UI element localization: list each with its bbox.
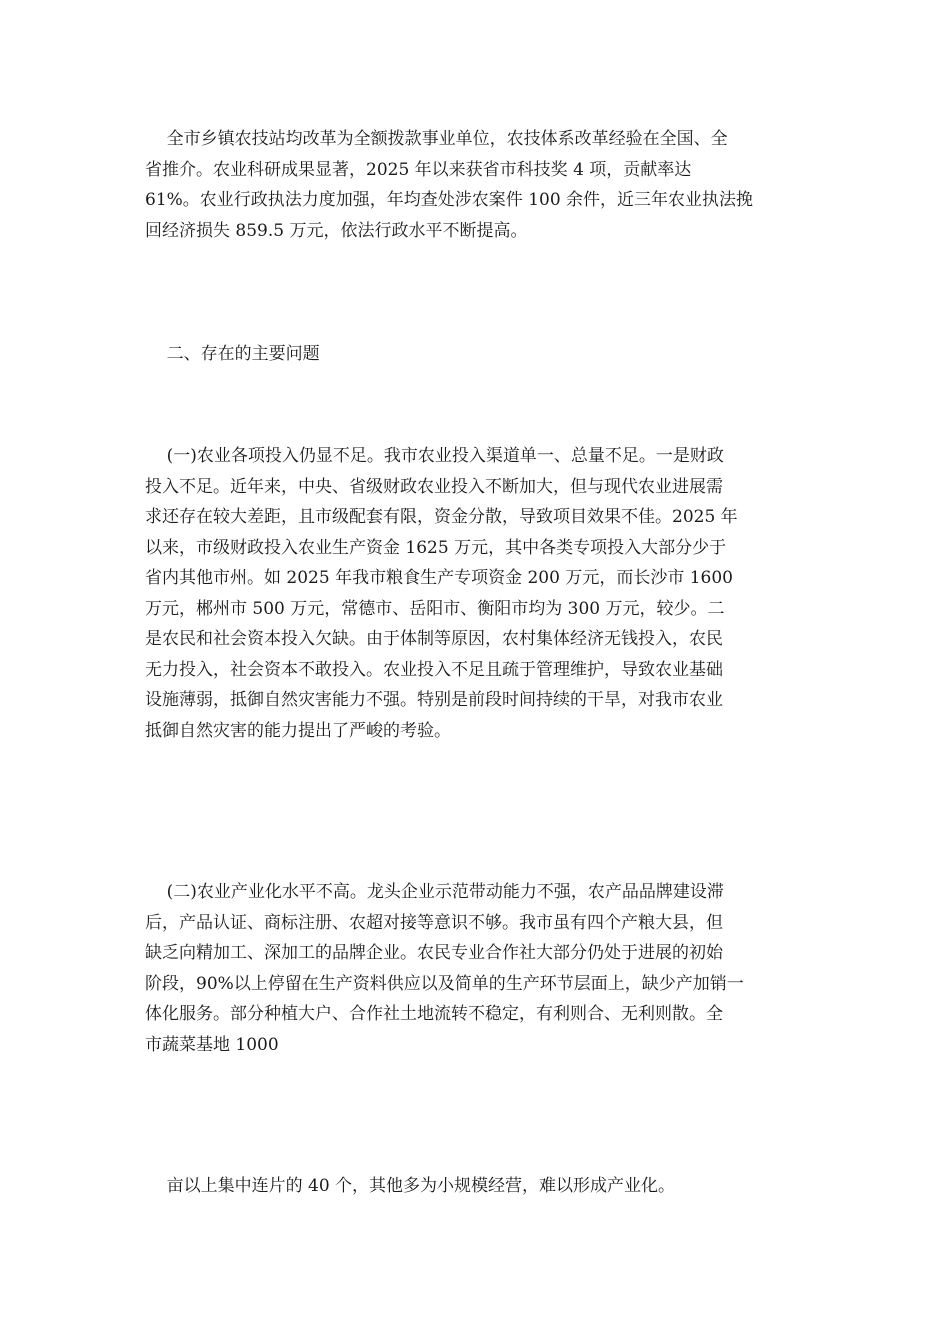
text-line: 省推介。农业科研成果显著，2025 年以来获省市科技奖 4 项，贡献率达 bbox=[145, 159, 692, 180]
text-line: 以来，市级财政投入农业生产资金 1625 万元，其中各类专项投入大部分少于 bbox=[145, 537, 727, 558]
text-line: 万元，郴州市 500 万元，常德市、岳阳市、衡阳市均为 300 万元，较少。二 bbox=[145, 598, 725, 619]
text-line: 缺乏向精加工、深加工的品牌企业。农民专业合作社大部分仍处于进展的初始 bbox=[145, 943, 723, 963]
paragraph-investment-insufficient bbox=[145, 441, 807, 746]
text-line: 61%。农业行政执法力度加强，年均查处涉农案件 100 余件，近三年农业执法挽 bbox=[145, 190, 754, 210]
text-line: 全市乡镇农技站均改革为全额拨款事业单位，农技体系改革经验在全国、全 bbox=[145, 129, 728, 149]
text-line: 设施薄弱，抵御自然灾害能力不强。特别是前段时间持续的干旱，对我市农业 bbox=[145, 690, 723, 710]
paragraph-vegetable-base-continued bbox=[145, 1171, 807, 1202]
text-line: 后，产品认证、商标注册、农超对接等意识不够。我市虽有四个产粮大县，但 bbox=[145, 912, 723, 933]
text-line: 是农民和社会资本投入欠缺。由于体制等原因，农村集体经济无钱投入，农民 bbox=[145, 629, 723, 649]
text-line: 亩以上集中连片的 40 个，其他多为小规模经营，难以形成产业化。 bbox=[145, 1176, 676, 1196]
text-line: 投入不足。近年来，中央、省级财政农业投入不断加大，但与现代农业进展需 bbox=[145, 476, 723, 497]
text-line: 市蔬菜基地 1000 bbox=[145, 1034, 279, 1055]
paragraph-agri-tech-reform bbox=[145, 124, 807, 246]
text-line: (一)农业各项投入仍显不足。我市农业投入渠道单一、总量不足。一是财政 bbox=[145, 446, 724, 466]
paragraph-industrialization-level bbox=[145, 877, 807, 1060]
text-line: 阶段，90%以上停留在生产资料供应以及简单的生产环节层面上，缺少产加销一 bbox=[145, 973, 744, 994]
section-heading-main-problems bbox=[145, 339, 807, 370]
text-line: 无力投入，社会资本不敢投入。农业投入不足且疏于管理维护，导致农业基础 bbox=[145, 659, 723, 680]
text-line: 抵御自然灾害的能力提出了严峻的考验。 bbox=[145, 720, 451, 741]
text-line: (二)农业产业化水平不高。龙头企业示范带动能力不强，农产品品牌建设滞 bbox=[145, 882, 724, 902]
heading-line: 二、存在的主要问题 bbox=[145, 344, 320, 364]
text-line: 体化服务。部分种植大户、合作社土地流转不稳定，有利则合、无利则散。全 bbox=[145, 1004, 723, 1024]
text-line: 省内其他市州。如 2025 年我市粮食生产专项资金 200 万元，而长沙市 1600 bbox=[145, 568, 733, 588]
text-line: 回经济损失 859.5 万元，依法行政水平不断提高。 bbox=[145, 220, 528, 241]
text-line: 求还存在较大差距，且市级配套有限，资金分散，导致项目效果不佳。2025 年 bbox=[145, 507, 738, 527]
